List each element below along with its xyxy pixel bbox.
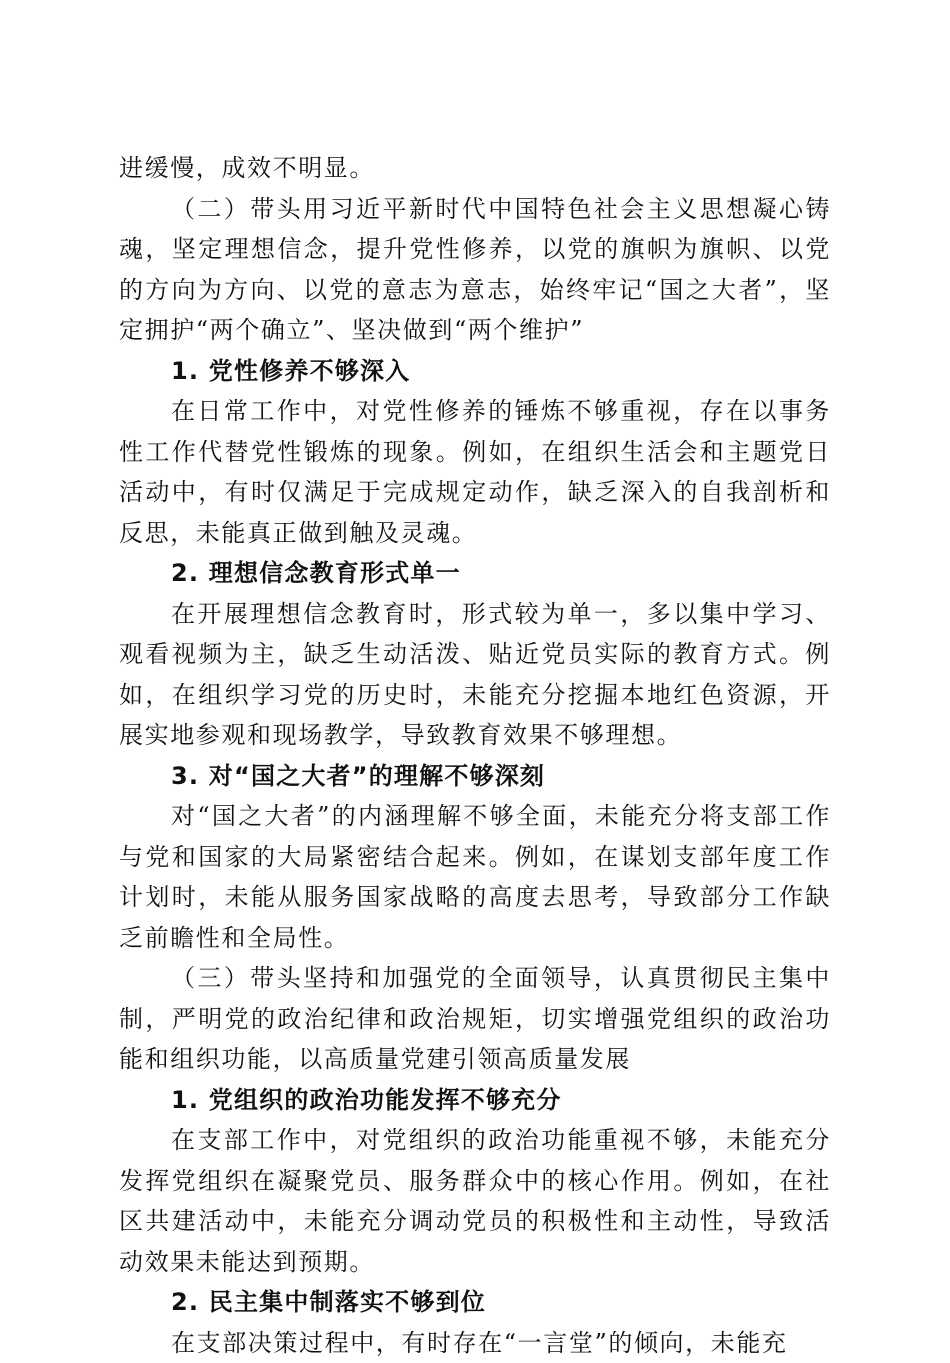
subheading-3-1: 1. 党组织的政治功能发挥不够充分 — [119, 1080, 831, 1121]
paragraph-2-2: 在开展理想信念教育时，形式较为单一，多以集中学习、观看视频为主，缺乏生动活泼、贴近党员实际的教育方式。例如，在组织学习党的历史时，未能充分挖掘本地红色资源，开展实地参观和现场教学，导致教育效果不够理想。 — [119, 594, 831, 756]
paragraph-3-2: 在支部决策过程中，有时存在“一言堂”的倾向，未能充 — [119, 1323, 831, 1363]
subheading-3-2: 2. 民主集中制落实不够到位 — [119, 1282, 831, 1323]
paragraph-2-1: 在日常工作中，对党性修养的锤炼不够重视，存在以事务性工作代替党性锻炼的现象。例如，在组织生活会和主题党日活动中，有时仅满足于完成规定动作，缺乏深入的自我剖析和反思，未能真正做到触及灵魂。 — [119, 391, 831, 553]
section-heading-3: （三）带头坚持和加强党的全面领导，认真贯彻民主集中制，严明党的政治纪律和政治规矩，切实增强党组织的政治功能和组织功能，以高质量党建引领高质量发展 — [119, 958, 831, 1080]
section-heading-2: （二）带头用习近平新时代中国特色社会主义思想凝心铸魂，坚定理想信念，提升党性修养，以党的旗帜为旗帜、以党的方向为方向、以党的意志为意志，始终牢记“国之大者”，坚定拥护“两个确立”、坚决做到“两个维护” — [119, 189, 831, 351]
paragraph-2-3: 对“国之大者”的内涵理解不够全面，未能充分将支部工作与党和国家的大局紧密结合起来。例如，在谋划支部年度工作计划时，未能从服务国家战略的高度去思考，导致部分工作缺乏前瞻性和全局性。 — [119, 796, 831, 958]
document-body — [119, 148, 831, 1363]
subheading-2-3: 3. 对“国之大者”的理解不够深刻 — [119, 756, 831, 797]
subheading-2-2: 2. 理想信念教育形式单一 — [119, 553, 831, 594]
subheading-2-1: 1. 党性修养不够深入 — [119, 351, 831, 392]
paragraph-continued: 进缓慢，成效不明显。 — [119, 148, 831, 189]
paragraph-3-1: 在支部工作中，对党组织的政治功能重视不够，未能充分发挥党组织在凝聚党员、服务群众中的核心作用。例如，在社区共建活动中，未能充分调动党员的积极性和主动性，导致活动效果未能达到预期。 — [119, 1120, 831, 1282]
